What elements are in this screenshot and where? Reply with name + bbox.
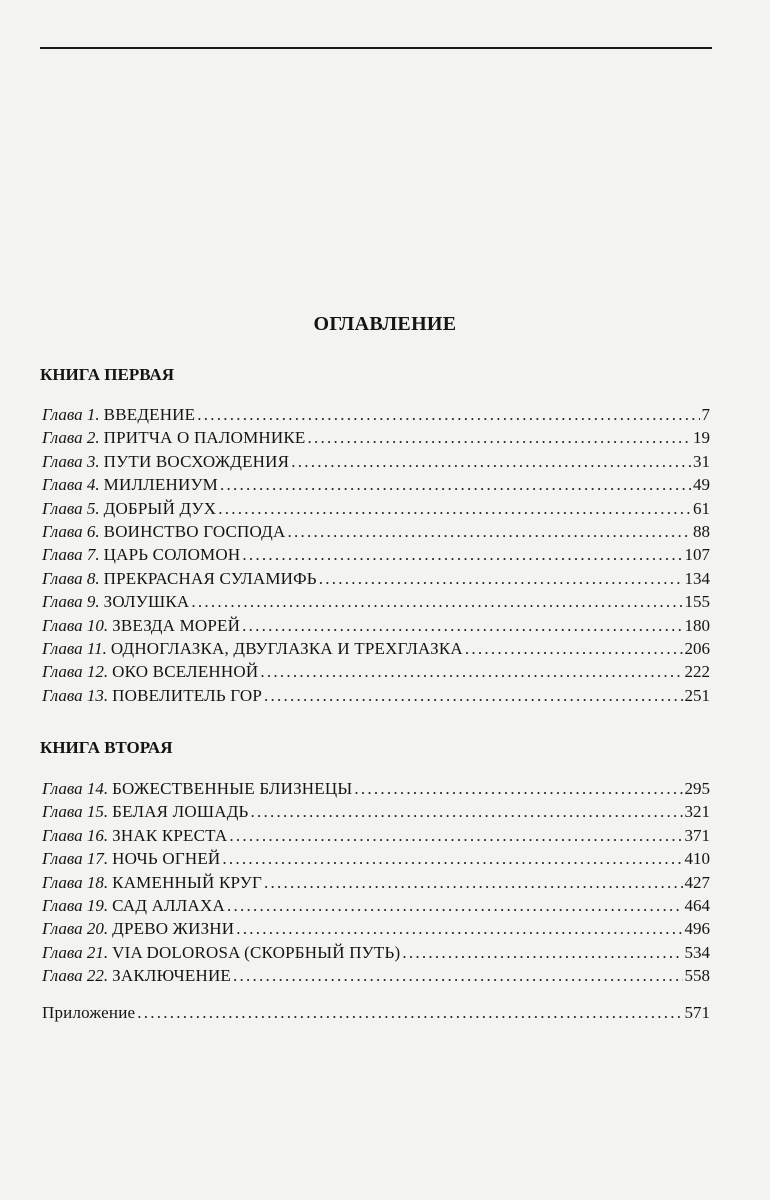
page-number: 371 bbox=[684, 825, 710, 845]
chapter-title: ПУТИ ВОСХОЖДЕНИЯ bbox=[103, 451, 290, 471]
book-2-title: КНИГА ВТОРАЯ bbox=[40, 738, 173, 757]
leader-dots bbox=[233, 966, 682, 986]
chapter-number: Глава 20. bbox=[42, 919, 109, 939]
chapter-title: ЗОЛУШКА bbox=[103, 592, 190, 612]
page-number: 155 bbox=[684, 592, 710, 612]
chapter-title: ЗВЕЗДА МОРЕЙ bbox=[112, 615, 241, 635]
toc-entry[interactable] bbox=[42, 428, 710, 451]
toc-entry[interactable] bbox=[42, 686, 710, 709]
toc-entry[interactable] bbox=[42, 662, 710, 685]
toc-entry-appendix[interactable] bbox=[42, 1003, 710, 1026]
page-number: 496 bbox=[684, 919, 710, 939]
chapter-number: Глава 8. bbox=[42, 568, 100, 588]
leader-dots bbox=[236, 919, 682, 939]
chapter-number: Глава 1. bbox=[42, 405, 100, 424]
leader-dots bbox=[191, 592, 682, 612]
chapter-title: ДРЕВО ЖИЗНИ bbox=[112, 919, 235, 939]
leader-dots bbox=[137, 1003, 682, 1023]
page-number: 251 bbox=[684, 685, 710, 705]
leader-dots bbox=[264, 873, 682, 893]
appendix-page: 571 bbox=[684, 1003, 710, 1022]
chapter-title: БЕЛАЯ ЛОШАДЬ bbox=[112, 802, 249, 822]
toc-entry[interactable] bbox=[42, 849, 710, 872]
page-number: 206 bbox=[684, 638, 710, 658]
chapter-number: Глава 17. bbox=[42, 849, 109, 869]
chapter-title: КАМЕННЫЙ КРУГ bbox=[112, 872, 263, 892]
chapter-number: Глава 18. bbox=[42, 872, 109, 892]
toc-appendix bbox=[42, 1003, 710, 1026]
toc-entry[interactable] bbox=[42, 592, 710, 615]
leader-dots bbox=[354, 779, 682, 799]
leader-dots bbox=[319, 569, 683, 589]
toc-entry[interactable] bbox=[42, 873, 710, 896]
page-number: 464 bbox=[684, 895, 710, 915]
chapter-title: ОКО ВСЕЛЕННОЙ bbox=[112, 662, 259, 682]
toc-entry[interactable] bbox=[42, 475, 710, 498]
page-number: 222 bbox=[684, 662, 710, 682]
chapter-number: Глава 19. bbox=[42, 895, 109, 915]
page-number: 321 bbox=[684, 802, 710, 822]
page-number: 134 bbox=[684, 568, 710, 588]
leader-dots bbox=[220, 475, 691, 495]
page-number: 427 bbox=[684, 872, 710, 892]
leader-dots bbox=[250, 802, 682, 822]
chapter-number: Глава 21. bbox=[42, 942, 109, 962]
book-1-title: КНИГА ПЕРВАЯ bbox=[40, 365, 175, 384]
chapter-title: VIA DOLOROSA (СКОРБНЫЙ ПУТЬ) bbox=[112, 942, 401, 962]
toc-entry[interactable] bbox=[42, 779, 710, 802]
chapter-title: ДОБРЫЙ ДУХ bbox=[103, 498, 217, 518]
top-rule bbox=[40, 47, 712, 49]
chapter-title: ПОВЕЛИТЕЛЬ ГОР bbox=[112, 685, 263, 705]
toc-entry[interactable] bbox=[42, 499, 710, 522]
chapter-title: ВОИНСТВО ГОСПОДА bbox=[103, 521, 286, 541]
chapter-title: САД АЛЛАХА bbox=[112, 895, 225, 915]
leader-dots bbox=[402, 943, 682, 963]
page-number: 31 bbox=[693, 451, 710, 471]
toc-entry[interactable] bbox=[42, 802, 710, 825]
page-number: 410 bbox=[684, 849, 710, 869]
page-number: 61 bbox=[693, 498, 710, 518]
toc-entry[interactable] bbox=[42, 919, 710, 942]
leader-dots bbox=[242, 545, 682, 565]
page-title: ОГЛАВЛЕНИЕ bbox=[313, 313, 457, 335]
leader-dots bbox=[227, 896, 683, 916]
page-number: 180 bbox=[684, 615, 710, 635]
chapter-title: ЗНАК КРЕСТА bbox=[112, 825, 228, 845]
chapter-title: ОДНОГЛАЗКА, ДВУГЛАЗКА И ТРЕХГЛАЗКА bbox=[110, 638, 463, 658]
chapter-number: Глава 6. bbox=[42, 521, 100, 541]
chapter-title: ПРИТЧА О ПАЛОМНИКЕ bbox=[103, 428, 306, 448]
leader-dots bbox=[308, 428, 691, 448]
toc-entry[interactable] bbox=[42, 896, 710, 919]
leader-dots bbox=[222, 849, 682, 869]
leader-dots bbox=[218, 499, 691, 519]
chapter-title: ЦАРЬ СОЛОМОН bbox=[103, 545, 241, 565]
leader-dots bbox=[260, 662, 682, 682]
page-number: 295 bbox=[684, 779, 710, 798]
toc-entry[interactable] bbox=[42, 522, 710, 545]
leader-dots bbox=[287, 522, 691, 542]
page-number: 534 bbox=[684, 942, 710, 962]
toc-entry[interactable] bbox=[42, 943, 710, 966]
chapter-number: Глава 22. bbox=[42, 966, 109, 986]
toc-book-2 bbox=[42, 779, 710, 990]
page-number: 88 bbox=[693, 521, 710, 541]
chapter-number: Глава 14. bbox=[42, 779, 109, 798]
chapter-number: Глава 5. bbox=[42, 498, 100, 518]
toc-entry[interactable] bbox=[42, 616, 710, 639]
toc-entry[interactable] bbox=[42, 569, 710, 592]
chapter-title: МИЛЛЕНИУМ bbox=[103, 475, 218, 495]
leader-dots bbox=[197, 405, 699, 425]
chapter-number: Глава 11. bbox=[42, 638, 107, 658]
page-number: 558 bbox=[684, 966, 710, 986]
chapter-number: Глава 12. bbox=[42, 662, 109, 682]
page-number: 107 bbox=[684, 545, 710, 565]
chapter-title: ЗАКЛЮЧЕНИЕ bbox=[112, 966, 232, 986]
leader-dots bbox=[291, 452, 691, 472]
toc-book-1 bbox=[42, 405, 710, 709]
toc-entry[interactable] bbox=[42, 826, 710, 849]
chapter-title: НОЧЬ ОГНЕЙ bbox=[112, 849, 221, 869]
chapter-title: ВВЕДЕНИЕ bbox=[103, 405, 196, 424]
page-number: 7 bbox=[701, 405, 710, 424]
chapter-number: Глава 13. bbox=[42, 685, 109, 705]
leader-dots bbox=[264, 686, 682, 706]
leader-dots bbox=[229, 826, 682, 846]
chapter-title: ПРЕКРАСНАЯ СУЛАМИФЬ bbox=[103, 568, 317, 588]
chapter-number: Глава 15. bbox=[42, 802, 109, 822]
toc-entry[interactable] bbox=[42, 405, 710, 428]
page-number: 49 bbox=[693, 475, 710, 495]
toc-entry[interactable] bbox=[42, 639, 710, 662]
chapter-number: Глава 4. bbox=[42, 475, 100, 495]
toc-entry[interactable] bbox=[42, 452, 710, 475]
leader-dots bbox=[465, 639, 683, 659]
page-number: 19 bbox=[693, 428, 710, 448]
toc-entry[interactable] bbox=[42, 545, 710, 568]
chapter-number: Глава 9. bbox=[42, 592, 100, 612]
chapter-number: Глава 2. bbox=[42, 428, 100, 448]
chapter-title: БОЖЕСТВЕННЫЕ БЛИЗНЕЦЫ bbox=[112, 779, 353, 798]
chapter-number: Глава 7. bbox=[42, 545, 100, 565]
chapter-number: Глава 10. bbox=[42, 615, 109, 635]
appendix-title: Приложение bbox=[42, 1003, 136, 1022]
leader-dots bbox=[242, 616, 682, 636]
chapter-number: Глава 16. bbox=[42, 825, 109, 845]
chapter-number: Глава 3. bbox=[42, 451, 100, 471]
toc-entry[interactable] bbox=[42, 966, 710, 989]
